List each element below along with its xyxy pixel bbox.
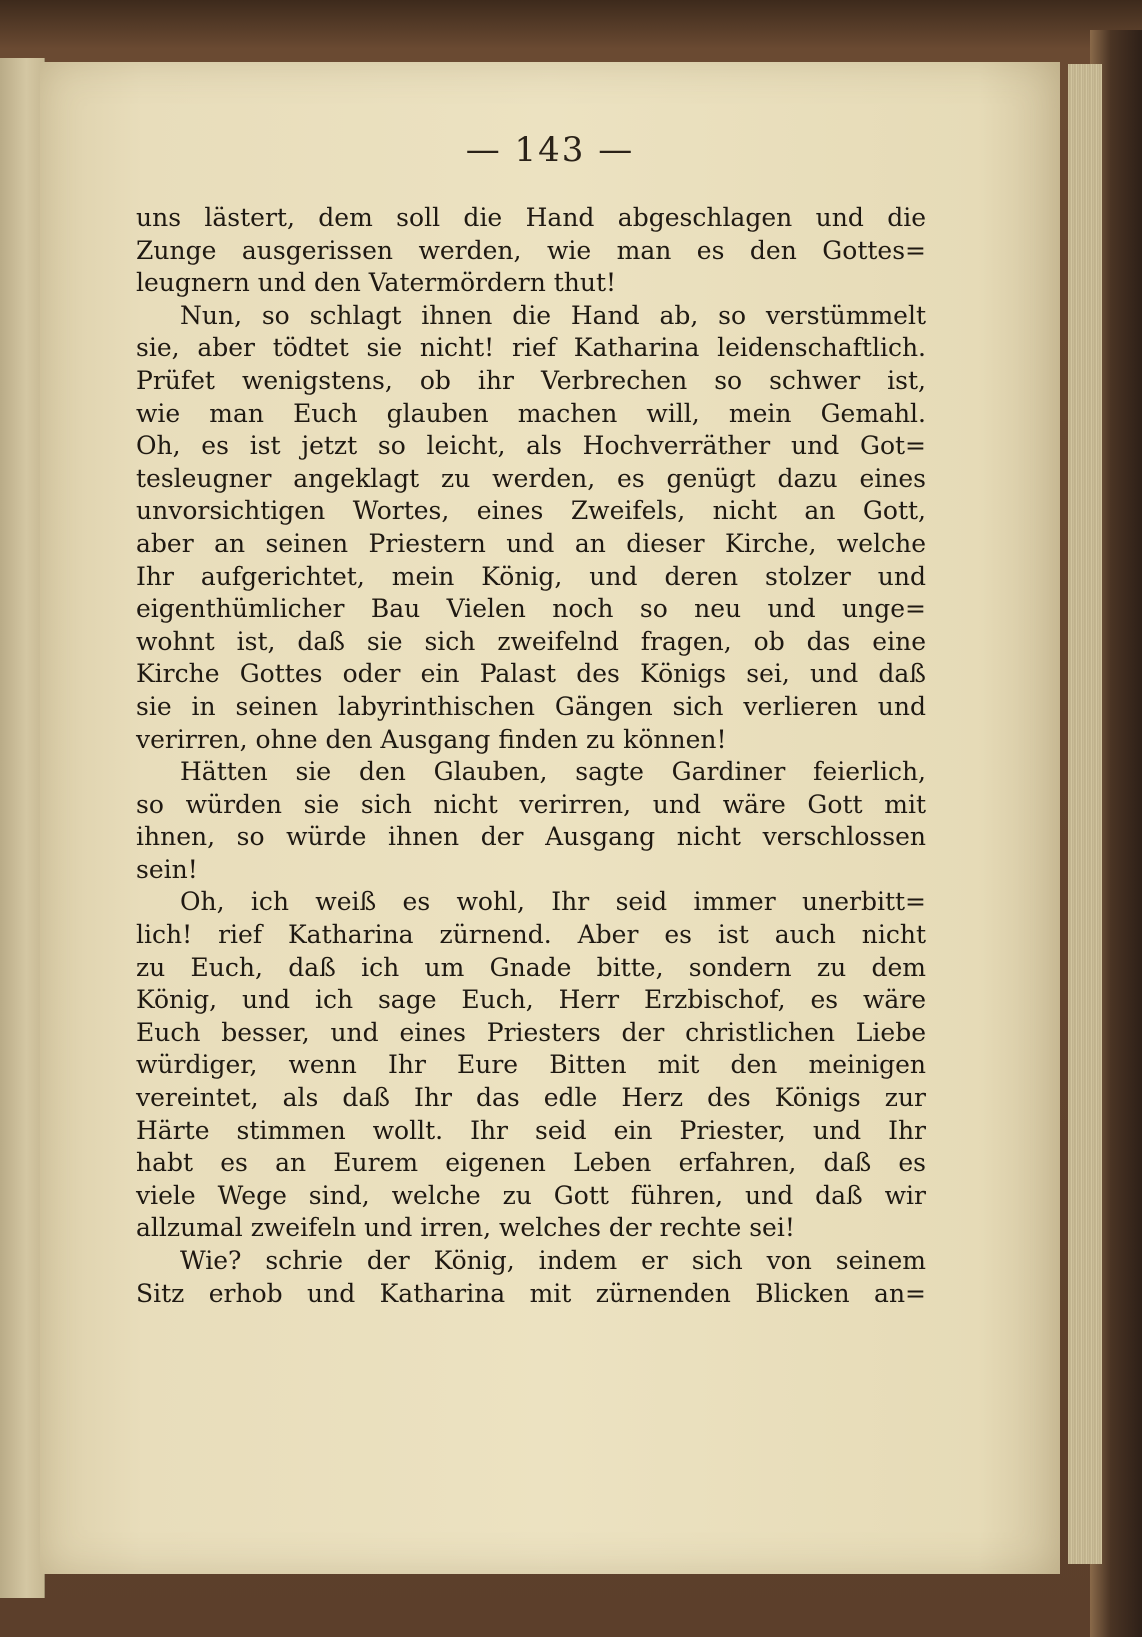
text-line: Nun, so schlagt ihnen die Hand ab, so verstümmelt — [180, 300, 926, 330]
body-text — [136, 202, 926, 1310]
text-line: Wie? schrie der König, indem er sich von seinem — [180, 1246, 926, 1275]
text-line: ihnen, so würde ihnen der Ausgang nicht verschlossen — [136, 822, 926, 852]
page-edges — [1068, 64, 1102, 1564]
text-line: Oh, ich weiß es wohl, Ihr seid immer unerbitt= — [180, 887, 926, 917]
text-line: würdiger, wenn Ihr Eure Bitten mit den meinigen — [136, 1050, 926, 1080]
text-line: Zunge ausgerissen werden, wie man es den Gottes= — [136, 235, 926, 265]
text-line: wie man Euch glauben machen will, mein Gemahl. — [136, 398, 926, 428]
text-line: Härte stimmen wollt. Ihr seid ein Priester, und Ihr — [136, 1115, 926, 1145]
book-page — [40, 62, 1060, 1574]
text-line: tesleugner angeklagt zu werden, es genügt dazu eines — [136, 463, 926, 493]
text-line: leugnern und den Vatermördern thut! — [136, 268, 617, 298]
text-line: vereintet, als daß Ihr das edle Herz des Königs zur — [136, 1083, 926, 1113]
text-line: sie, aber tödtet sie nicht! rief Katharina leidenschaftlich. — [136, 333, 926, 363]
text-line: Hätten sie den Glauben, sagte Gardiner feierlich, — [180, 757, 926, 787]
text-line: Euch besser, und eines Priesters der christlichen Liebe — [136, 1017, 926, 1047]
text-line: wohnt ist, daß sie sich zweifelnd fragen, ob das eine — [136, 626, 926, 656]
facing-page-edge — [0, 58, 45, 1598]
text-line: so würden sie sich nicht verirren, und wäre Gott mit — [136, 789, 926, 819]
text-line: sein! — [136, 854, 198, 884]
text-line: habt es an Eurem eigenen Leben erfahren, daß es — [136, 1148, 926, 1178]
page-number: — 143 — — [465, 130, 635, 170]
text-line: Ihr aufgerichtet, mein König, und deren stolzer und — [136, 561, 926, 591]
text-line: Prüfet wenigstens, ob ihr Verbrechen so schwer ist, — [136, 365, 926, 395]
text-line: lich! rief Katharina zürnend. Aber es ist auch nicht — [136, 920, 926, 950]
text-line: Oh, es ist jetzt so leicht, als Hochverräther und Got= — [136, 431, 926, 461]
text-line: uns lästert, dem soll die Hand abgeschlagen und die — [136, 203, 926, 232]
text-line: König, und ich sage Euch, Herr Erzbischof, es wäre — [136, 985, 926, 1015]
text-line: unvorsichtigen Wortes, eines Zweifels, nicht an Gott, — [136, 496, 926, 526]
text-line: aber an seinen Priestern und an dieser Kirche, welche — [136, 528, 926, 558]
text-line: eigenthümlicher Bau Vielen noch so neu und unge= — [136, 594, 926, 624]
text-line: verirren, ohne den Ausgang finden zu können! — [136, 724, 727, 754]
text-line: Kirche Gottes oder ein Palast des Königs sei, und daß — [136, 659, 926, 689]
text-line: viele Wege sind, welche zu Gott führen, und daß wir — [136, 1180, 926, 1210]
text-line: zu Euch, daß ich um Gnade bitte, sondern zu dem — [136, 952, 926, 982]
text-line: sie in seinen labyrinthischen Gängen sich verlieren und — [136, 691, 926, 721]
text-line: Sitz erhob und Katharina mit zürnenden Blicken an= — [136, 1278, 926, 1308]
text-line: allzumal zweifeln und irren, welches der rechte sei! — [136, 1213, 795, 1243]
